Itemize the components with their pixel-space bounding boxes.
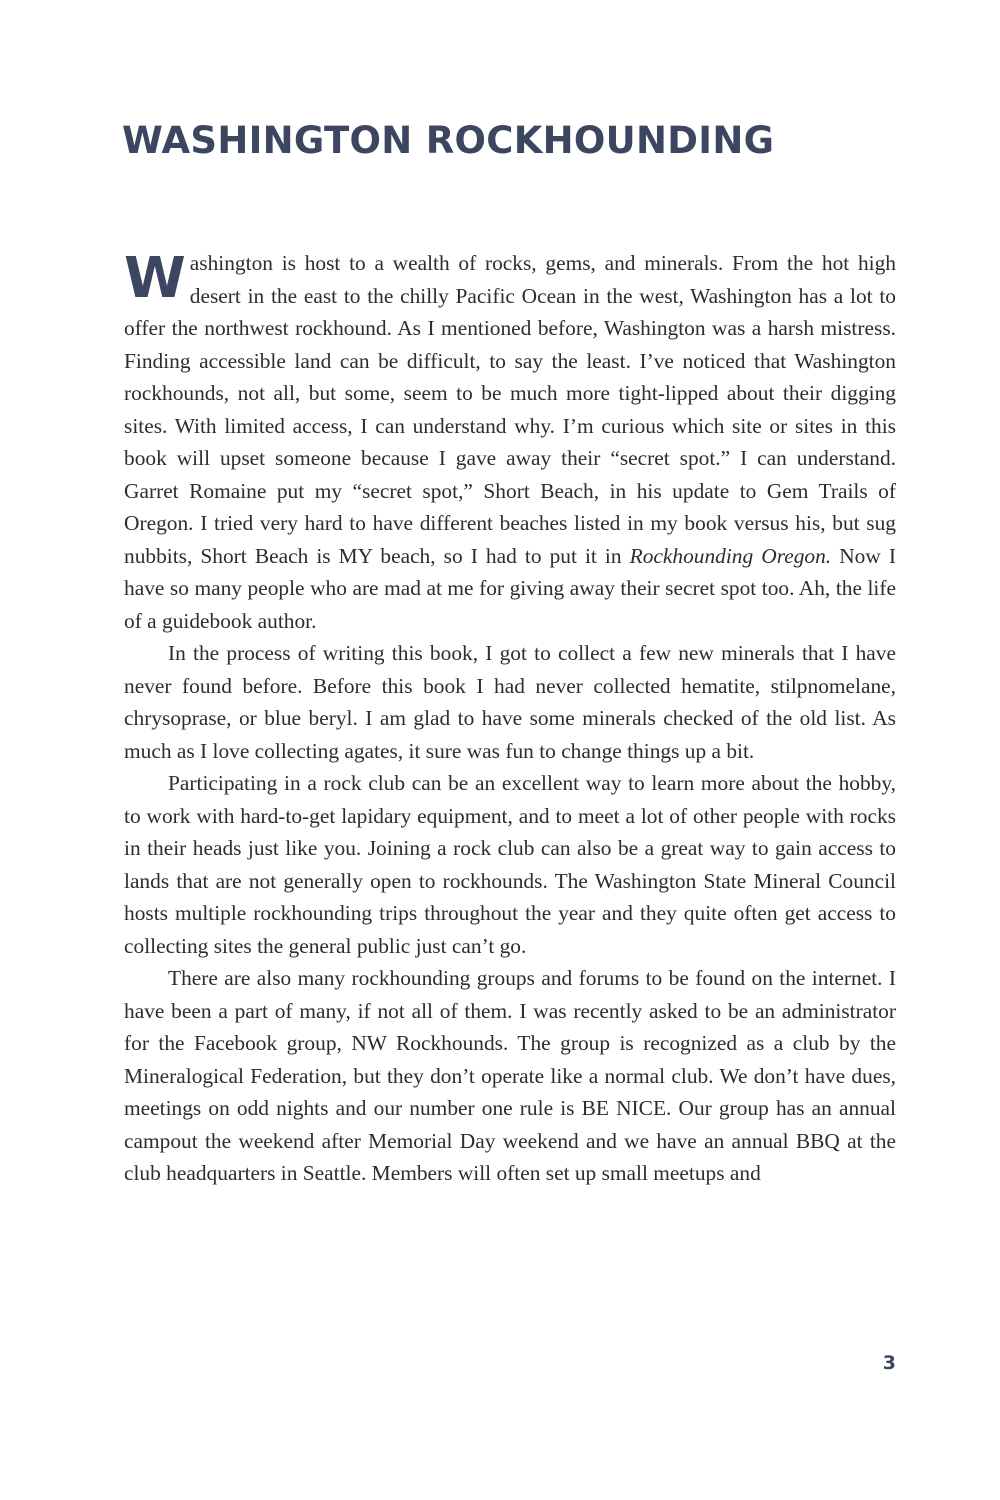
chapter-title: WASHINGTON ROCKHOUNDING bbox=[122, 119, 775, 162]
paragraph-1-text: ashington is host to a wealth of rocks, gems, and minerals. From the hot high desert in the east to the chilly Pacific Ocean in the west, Washington has a lot to offer the northwest rockhound. As I mentioned before, Washington was a harsh mistress. Finding accessible land can be difficult, to say the least. I’ve noticed that Washington rockhounds, not all, but some, seem to be much more tight-lipped about their digging sites. With limited access, I can understand why. I’m curious which site or sites in this book will upset someone because I gave away their “secret spot.” I can understand. Garret Romaine put my “secret spot,” Short Beach, in his update to Gem Trails of Oregon. I tried very hard to have different beaches listed in my book versus his, but sug nubbits, Short Beach is MY beach, so I had to put it in bbox=[124, 251, 896, 568]
page-number: 3 bbox=[882, 1352, 896, 1374]
paragraph-1-text-end: Now I have so many people who are mad at me for giving away their secret spot too. Ah, the life of a guidebook author. bbox=[124, 543, 896, 633]
paragraph-4: There are also many rockhounding groups and forums to be found on the internet. I have been a part of many, if not all of them. I was recently asked to be an administrator for the Facebook group, NW Rockhounds. The group is recognized as a club by the Mineralogical Federation, but they don’t operate like a normal club. We don’t have dues, meetings on odd nights and our number one rule is BE NICE. Our group has an annual campout the weekend after Memorial Day weekend and we have an annual BBQ at the club headquarters in Seattle. Members will often set up small meetups and bbox=[124, 966, 896, 1185]
body-text bbox=[124, 247, 896, 1190]
paragraph-2: In the process of writing this book, I got to collect a few new minerals that I have never found before. Before this book I had never collected hematite, stilpnomelane, chrysoprase, or blue beryl. I am glad to have some minerals checked of the old list. As much as I love collecting agates, it sure was fun to change things up a bit. bbox=[124, 641, 896, 763]
paragraph-1 bbox=[124, 247, 896, 637]
book-title-italic: Rockhounding Oregon. bbox=[629, 543, 832, 568]
paragraph-3: Participating in a rock club can be an excellent way to learn more about the hobby, to work with hard-to-get lapidary equipment, and to meet a lot of other people with rocks in their heads just like you. Joining a rock club can also be a great way to gain access to lands that are not generally open to rockhounds. The Washington State Mineral Council hosts multiple rockhounding trips throughout the year and they quite often get access to collecting sites the general public just can’t go. bbox=[124, 771, 896, 958]
drop-cap: W bbox=[124, 246, 186, 311]
